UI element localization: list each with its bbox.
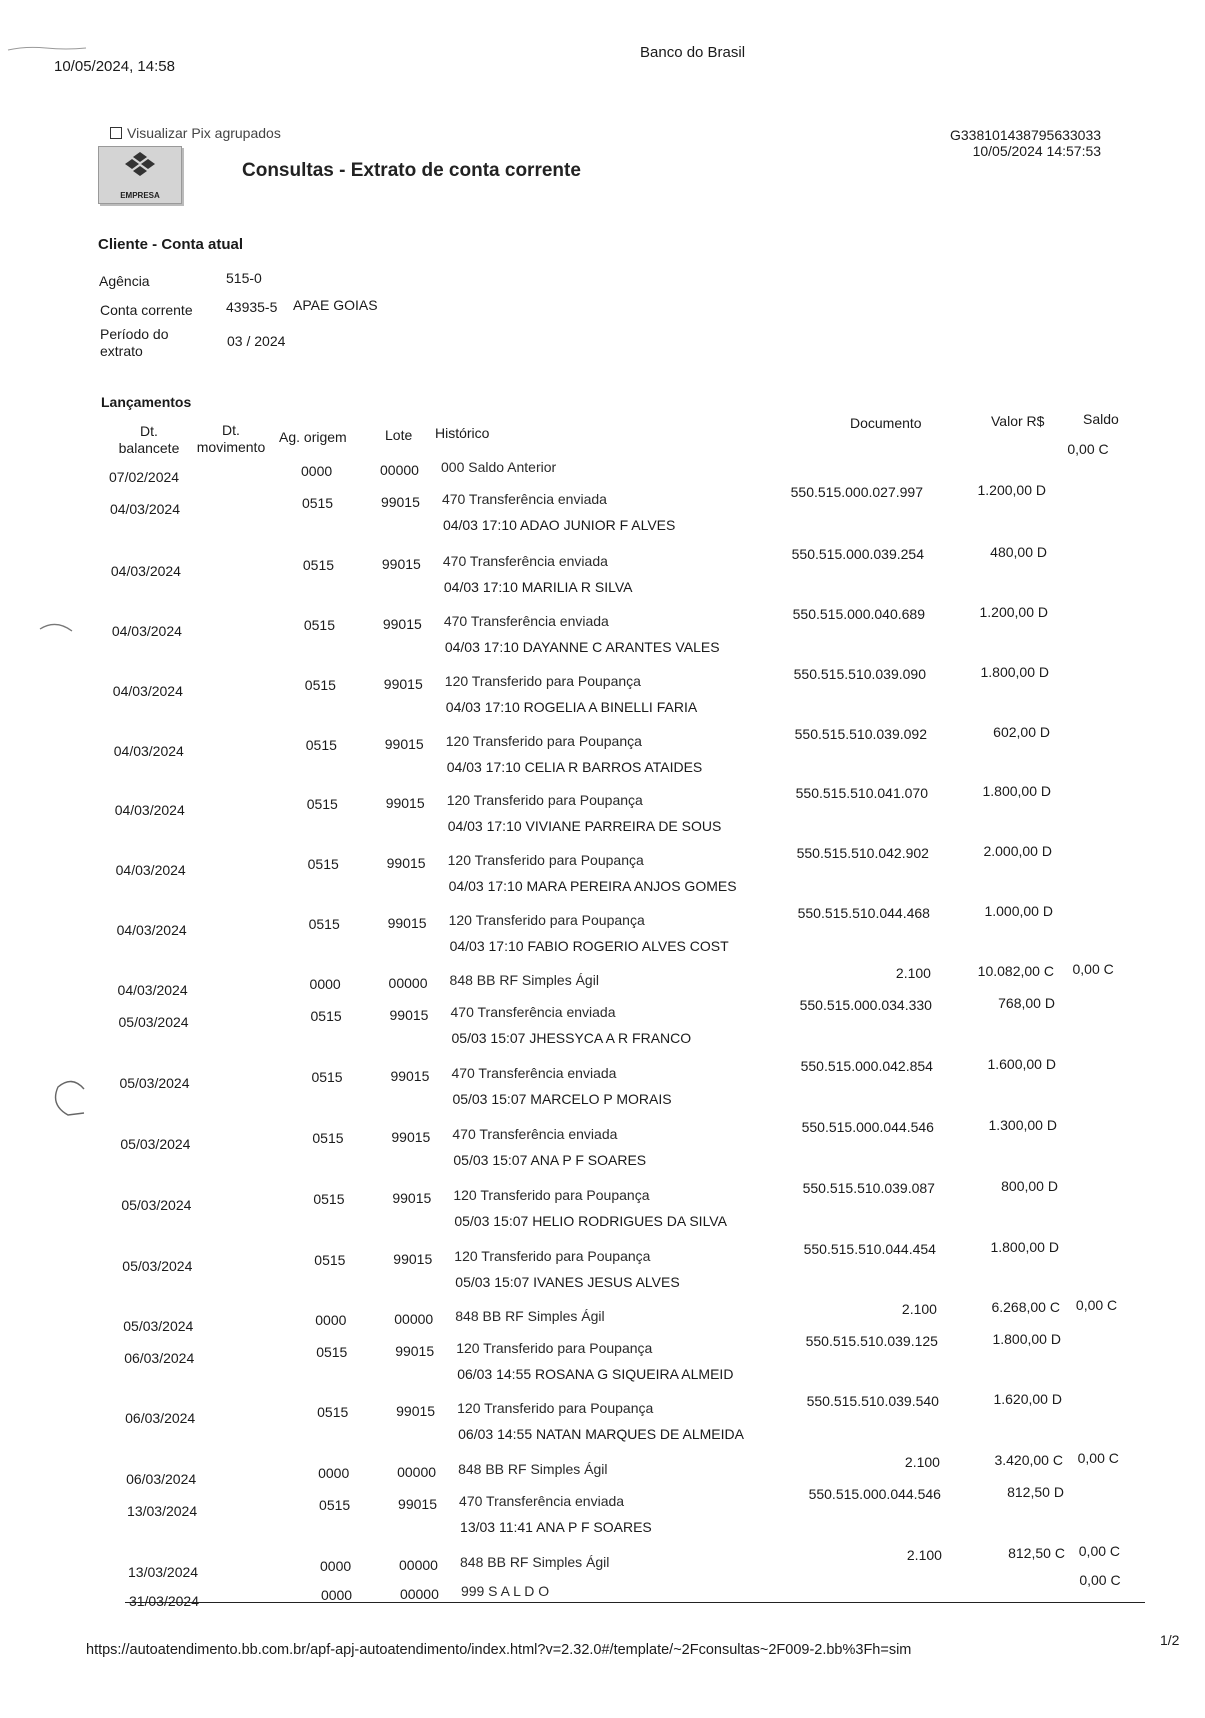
periodo-label-line1: Período do	[100, 326, 169, 342]
periodo-value: 03 / 2024	[227, 333, 286, 349]
row-documento: 550.515.510.039.540	[806, 1393, 939, 1409]
lancamentos-title: Lançamentos	[101, 394, 192, 410]
row-date: 04/03/2024	[111, 623, 182, 639]
row-saldo: 0,00 C	[1075, 1297, 1118, 1313]
col-dt-balancete-l1: Dt.	[140, 423, 158, 439]
row-historico: 000 Saldo Anterior	[441, 459, 557, 475]
col-valor: Valor R$	[991, 413, 1045, 429]
col-ag-origem: Ag. origem	[279, 429, 347, 445]
col-documento: Documento	[850, 415, 922, 431]
row-ag-origem: 0000	[320, 1587, 353, 1603]
reference-datetime: 10/05/2024 14:57:53	[972, 143, 1102, 159]
row-lote: 00000	[394, 1311, 434, 1327]
row-valor: 1.200,00 D	[979, 604, 1048, 620]
row-historico: 470 Transferência enviada	[452, 1126, 618, 1142]
row-detail: 04/03 17:10 VIVIANE PARREIRA DE SOUS	[447, 818, 722, 834]
row-detail: 13/03 11:41 ANA P F SOARES	[460, 1519, 652, 1535]
row-ag-origem: 0515	[304, 677, 336, 693]
row-historico: 470 Transferência enviada	[441, 491, 607, 507]
row-valor: 1.300,00 D	[988, 1117, 1057, 1133]
row-date: 05/03/2024	[122, 1258, 193, 1274]
row-historico: 470 Transferência enviada	[451, 1065, 617, 1081]
row-date: 06/03/2024	[126, 1471, 197, 1487]
col-historico: Histórico	[435, 425, 490, 441]
row-ag-origem: 0000	[318, 1465, 350, 1481]
col-dt-movimento-l1: Dt.	[222, 422, 240, 438]
page-url[interactable]: https://autoatendimento.bb.com.br/apf-apj-autoatendimento/index.html?v=2.32.0#/template/~2Fconsultas~2F009-2.bb%3Fh=sim	[86, 1642, 912, 1658]
footer-divider	[125, 1602, 1145, 1603]
row-historico: 120 Transferido para Poupança	[446, 792, 643, 808]
row-documento: 550.515.000.042.854	[800, 1058, 933, 1074]
row-valor: 1.800,00 D	[990, 1239, 1059, 1255]
row-detail: 04/03 17:10 MARILIA R SILVA	[443, 579, 633, 595]
row-lote: 00000	[397, 1464, 437, 1480]
row-valor: 812,50 C	[1008, 1545, 1065, 1561]
row-historico: 848 BB RF Simples Ágil	[455, 1308, 605, 1324]
row-historico: 470 Transferência enviada	[450, 1004, 616, 1020]
row-documento: 2.100	[895, 965, 931, 981]
punch-hole-mark	[50, 1075, 90, 1125]
row-ag-origem: 0515	[305, 737, 337, 753]
row-documento: 550.515.510.042.902	[796, 845, 929, 861]
row-documento: 2.100	[901, 1301, 937, 1317]
scan-mark-left	[38, 615, 78, 645]
row-date: 05/03/2024	[118, 1014, 189, 1030]
row-documento: 550.515.000.044.546	[801, 1119, 934, 1135]
row-documento: 2.100	[904, 1454, 940, 1470]
row-ag-origem: 0515	[311, 1069, 343, 1085]
row-saldo: 0,00 C	[1077, 1450, 1119, 1466]
col-dt-movimento	[191, 422, 271, 456]
row-documento: 2.100	[906, 1547, 942, 1563]
row-documento: 550.515.510.039.090	[793, 666, 926, 682]
row-lote: 99015	[385, 795, 425, 811]
agencia-value: 515-0	[226, 270, 262, 286]
row-ag-origem: 0000	[301, 463, 333, 479]
row-valor: 1.800,00 D	[982, 783, 1051, 799]
row-lote: 99015	[393, 1251, 433, 1267]
row-historico: 120 Transferido para Poupança	[447, 852, 644, 868]
row-date: 04/03/2024	[116, 922, 187, 938]
row-lote: 00000	[388, 975, 428, 991]
row-valor: 2.000,00 D	[983, 843, 1052, 859]
row-valor: 1.800,00 D	[992, 1331, 1061, 1347]
row-documento: 550.515.510.039.092	[794, 726, 927, 742]
row-detail: 04/03 17:10 MARA PEREIRA ANJOS GOMES	[448, 878, 737, 894]
row-historico: 470 Transferência enviada	[459, 1493, 625, 1509]
row-date: 05/03/2024	[123, 1318, 194, 1334]
row-historico: 120 Transferido para Poupança	[448, 912, 645, 928]
periodo-label	[100, 326, 169, 360]
row-valor: 1.200,00 D	[977, 482, 1046, 498]
row-valor: 1.620,00 D	[993, 1391, 1062, 1407]
row-lote: 00000	[380, 462, 419, 478]
row-valor: 10.082,00 C	[977, 963, 1054, 979]
row-lote: 99015	[384, 736, 424, 752]
row-detail: 04/03 17:10 CELIA R BARROS ATAIDES	[446, 759, 703, 775]
row-ag-origem: 0000	[309, 976, 341, 992]
reference-code: G338101438795633033	[950, 127, 1102, 143]
row-lote: 99015	[381, 556, 421, 572]
row-lote: 99015	[383, 676, 423, 692]
conta-name: APAE GOIAS	[293, 297, 378, 313]
row-date: 04/03/2024	[112, 683, 183, 699]
print-datetime: 10/05/2024, 14:58	[54, 58, 175, 75]
row-lote: 99015	[396, 1403, 436, 1419]
agencia-label: Agência	[99, 273, 150, 289]
row-saldo: 0,00 C	[1067, 441, 1109, 457]
pix-grouped-label: Visualizar Pix agrupados	[127, 125, 281, 141]
row-lote: 99015	[390, 1068, 430, 1084]
row-detail: 05/03 15:07 HELIO RODRIGUES DA SILVA	[454, 1213, 727, 1229]
row-historico: 120 Transferido para Poupança	[445, 733, 642, 749]
bank-name: Banco do Brasil	[640, 44, 746, 61]
row-date: 13/03/2024	[127, 1503, 198, 1519]
row-detail: 04/03 17:10 DAYANNE C ARANTES VALES	[444, 639, 720, 655]
row-ag-origem: 0515	[308, 916, 340, 932]
row-documento: 550.515.000.044.546	[808, 1486, 941, 1502]
row-documento: 550.515.000.027.997	[790, 484, 923, 500]
row-ag-origem: 0515	[313, 1191, 345, 1207]
row-documento: 550.515.510.039.125	[805, 1333, 938, 1349]
page-number: 1/2	[1160, 1632, 1180, 1648]
reference-block	[950, 127, 1101, 159]
row-date: 06/03/2024	[124, 1350, 195, 1366]
row-valor: 1.000,00 D	[984, 903, 1053, 919]
row-valor: 768,00 D	[998, 995, 1055, 1011]
row-ag-origem: 0515	[312, 1130, 344, 1146]
row-date: 06/03/2024	[125, 1410, 196, 1426]
row-valor: 480,00 D	[990, 544, 1047, 560]
row-lote: 99015	[389, 1007, 429, 1023]
col-lote: Lote	[385, 427, 413, 443]
row-saldo: 0,00 C	[1078, 1543, 1121, 1559]
row-date: 04/03/2024	[113, 743, 184, 759]
row-date: 04/03/2024	[117, 982, 188, 998]
row-lote: 99015	[398, 1496, 437, 1512]
row-ag-origem: 0515	[319, 1497, 351, 1513]
client-section-title: Cliente - Conta atual	[98, 236, 244, 253]
row-historico: 999 S A L D O	[460, 1583, 550, 1599]
row-date: 04/03/2024	[110, 563, 181, 579]
row-saldo: 0,00 C	[1079, 1572, 1121, 1588]
row-lote: 00000	[399, 1586, 439, 1602]
row-historico: 848 BB RF Simples Ágil	[460, 1554, 610, 1570]
row-date: 05/03/2024	[120, 1136, 191, 1152]
row-detail: 05/03 15:07 IVANES JESUS ALVES	[455, 1274, 680, 1290]
row-date: 31/03/2024	[128, 1593, 200, 1609]
row-historico: 120 Transferido para Poupança	[456, 1340, 653, 1356]
row-ag-origem: 0515	[302, 557, 335, 573]
row-date: 07/02/2024	[109, 469, 180, 485]
row-valor: 6.268,00 C	[991, 1299, 1060, 1315]
row-ag-origem: 0515	[314, 1252, 346, 1268]
logo-label: EMPRESA	[120, 191, 160, 200]
row-documento: 550.515.510.044.454	[803, 1241, 936, 1257]
row-valor: 1.600,00 D	[987, 1056, 1056, 1072]
conta-value: 43935-5	[226, 299, 278, 315]
row-lote: 99015	[382, 616, 422, 632]
row-historico: 470 Transferência enviada	[443, 613, 609, 629]
row-documento: 550.515.000.034.330	[799, 997, 932, 1013]
row-date: 05/03/2024	[119, 1075, 190, 1091]
row-date: 05/03/2024	[121, 1197, 192, 1213]
row-ag-origem: 0515	[301, 495, 334, 511]
row-historico: 470 Transferência enviada	[442, 553, 608, 569]
scan-mark-top	[6, 42, 96, 56]
bb-logo-icon	[123, 151, 157, 181]
row-ag-origem: 0515	[306, 796, 338, 812]
row-date: 13/03/2024	[128, 1564, 199, 1580]
row-historico: 120 Transferido para Poupança	[457, 1400, 654, 1416]
row-ag-origem: 0515	[310, 1008, 342, 1024]
row-documento: 550.515.000.039.254	[791, 546, 924, 562]
row-valor: 812,50 D	[1007, 1484, 1064, 1500]
row-ag-origem: 0000	[315, 1312, 347, 1328]
row-detail: 04/03 17:10 FABIO ROGERIO ALVES COST	[449, 938, 729, 954]
col-dt-balancete-l2: balancete	[118, 440, 180, 456]
row-lote: 99015	[391, 1129, 431, 1145]
row-valor: 602,00 D	[993, 724, 1050, 740]
row-documento: 550.515.510.039.087	[802, 1180, 935, 1196]
row-ag-origem: 0000	[320, 1558, 352, 1574]
row-saldo: 0,00 C	[1072, 961, 1114, 977]
row-detail: 04/03 17:10 ROGELIA A BINELLI FARIA	[445, 699, 698, 715]
row-lote: 99015	[380, 494, 420, 510]
row-valor: 1.800,00 D	[980, 664, 1049, 680]
col-dt-movimento-l2: movimento	[196, 439, 266, 455]
row-detail: 05/03 15:07 JHESSYCA A R FRANCO	[451, 1030, 692, 1046]
row-lote: 99015	[395, 1343, 435, 1359]
bb-empresa-logo	[98, 146, 182, 204]
row-date: 04/03/2024	[115, 862, 186, 878]
row-detail: 06/03 14:55 NATAN MARQUES DE ALMEIDA	[458, 1426, 744, 1442]
row-lote: 99015	[392, 1190, 432, 1206]
row-detail: 05/03 15:07 MARCELO P MORAIS	[452, 1091, 672, 1107]
conta-label: Conta corrente	[100, 302, 193, 318]
row-historico: 848 BB RF Simples Ágil	[458, 1461, 608, 1477]
page-title: Consultas - Extrato de conta corrente	[242, 160, 581, 181]
row-date: 04/03/2024	[114, 802, 185, 818]
row-ag-origem: 0515	[316, 1344, 348, 1360]
row-historico: 848 BB RF Simples Ágil	[449, 972, 599, 988]
row-documento: 550.515.000.040.689	[792, 606, 925, 622]
col-saldo: Saldo	[1083, 411, 1119, 427]
row-historico: 120 Transferido para Poupança	[444, 673, 641, 689]
col-dt-balancete	[113, 423, 185, 457]
row-ag-origem: 0515	[317, 1404, 349, 1420]
pix-grouped-checkbox[interactable]	[110, 127, 122, 139]
pix-grouped-option[interactable]	[110, 125, 281, 141]
row-detail: 06/03 14:55 ROSANA G SIQUEIRA ALMEID	[457, 1366, 734, 1382]
row-detail: 05/03 15:07 ANA P F SOARES	[453, 1152, 647, 1168]
row-valor: 800,00 D	[1001, 1178, 1058, 1194]
row-detail: 04/03 17:10 ADAO JUNIOR F ALVES	[442, 517, 676, 533]
row-lote: 99015	[386, 855, 426, 871]
row-date: 04/03/2024	[109, 501, 181, 517]
row-lote: 99015	[387, 915, 427, 931]
periodo-label-line2: extrato	[100, 343, 143, 359]
row-ag-origem: 0515	[303, 617, 335, 633]
row-ag-origem: 0515	[307, 856, 339, 872]
row-valor: 3.420,00 C	[994, 1452, 1063, 1468]
row-documento: 550.515.510.044.468	[797, 905, 930, 921]
row-documento: 550.515.510.041.070	[795, 785, 928, 801]
row-historico: 120 Transferido para Poupança	[454, 1248, 651, 1264]
row-historico: 120 Transferido para Poupança	[453, 1187, 650, 1203]
row-lote: 00000	[399, 1557, 438, 1573]
